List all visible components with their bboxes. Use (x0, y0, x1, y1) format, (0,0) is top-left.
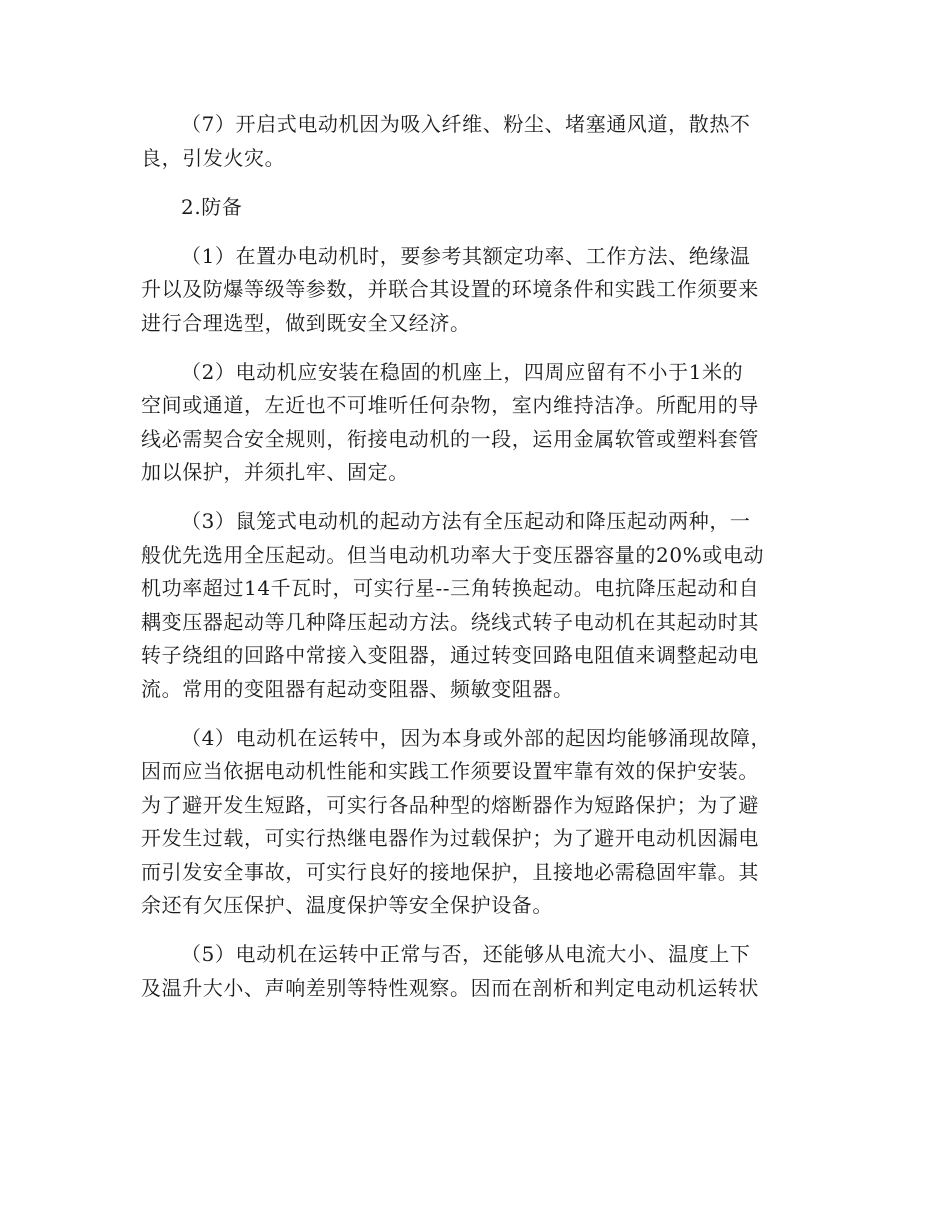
paragraph-1 (141, 240, 801, 341)
paragraph-5 (141, 938, 801, 1005)
document-body (141, 108, 801, 1021)
paragraph-4 (141, 722, 801, 923)
text-line: 进行合理选型，做到既安全又经济。 (141, 310, 471, 335)
text-line: 加以保护，并须扎牢、固定。 (141, 460, 409, 484)
text-line: （7）开启式电动机因为吸入纤维、粉尘、堵塞通风道，散热不 (181, 112, 751, 136)
text-line: 流。常用的变阻器有起动变阻器、频敏变阻器。 (141, 676, 574, 701)
text-line: （5）电动机在运转中正常与否，还能够从电流大小、温度上下 (181, 942, 751, 966)
text-line: 耦变压器起动等几种降压起动方法。绕线式转子电动机在其起动时其 (141, 609, 759, 634)
text-line: 线必需契合安全规则，衔接电动机的一段，运用金属软管或塑料套管 (141, 426, 759, 451)
text-line: （1）在置办电动机时，要参考其额定功率、工作方法、绝缘温 (181, 243, 751, 268)
text-line: （4）电动机在运转中，因为本身或外部的起因均能够涌现故障， (181, 725, 772, 750)
text-line: 余还有欠压保护、温度保护等安全保护设备。 (141, 893, 553, 917)
text-line: 因而应当依据电动机性能和实践工作须要设置牢靠有效的保护安装。 (141, 759, 759, 783)
text-line: （2）电动机应安装在稳固的机座上，四周应留有不小于1米的 (181, 359, 744, 384)
text-line: 机功率超过14千瓦时，可实行星--三角转换起动。电抗降压起动和自 (141, 576, 760, 600)
text-line: 及温升大小、声响差别等特性观察。因而在剖析和判定电动机运转状 (141, 975, 759, 1000)
text-line: （3）鼠笼式电动机的起动方法有全压起动和降压起动两种，一 (181, 509, 751, 533)
text-line: 开发生过载，可实行热继电器作为过载保护；为了避开电动机因漏电 (141, 826, 759, 850)
paragraph-2 (141, 356, 801, 490)
section-heading: 2.防备 (181, 194, 243, 219)
text-line: 升以及防爆等级等参数，并联合其设置的环境条件和实践工作须要来 (141, 277, 759, 301)
text-line: 转子绕组的回路中常接入变阻器，通过转变回路电阻值来调整起动电 (141, 643, 759, 667)
paragraph-3 (141, 505, 801, 706)
text-line: 空间或通道，左近也不可堆听任何杂物，室内维持洁净。所配用的导 (141, 393, 759, 417)
text-line: 为了避开发生短路，可实行各品种型的熔断器作为短路保护；为了避 (141, 792, 759, 817)
text-line: 而引发安全事故，可实行良好的接地保护，且接地必需稳固牢靠。其 (141, 859, 759, 884)
text-line: 般优先选用全压起动。但当电动机功率大于变压器容量的20%或电动 (141, 542, 765, 567)
text-line: 良，引发火灾。 (141, 145, 286, 170)
paragraph-7 (141, 108, 801, 175)
